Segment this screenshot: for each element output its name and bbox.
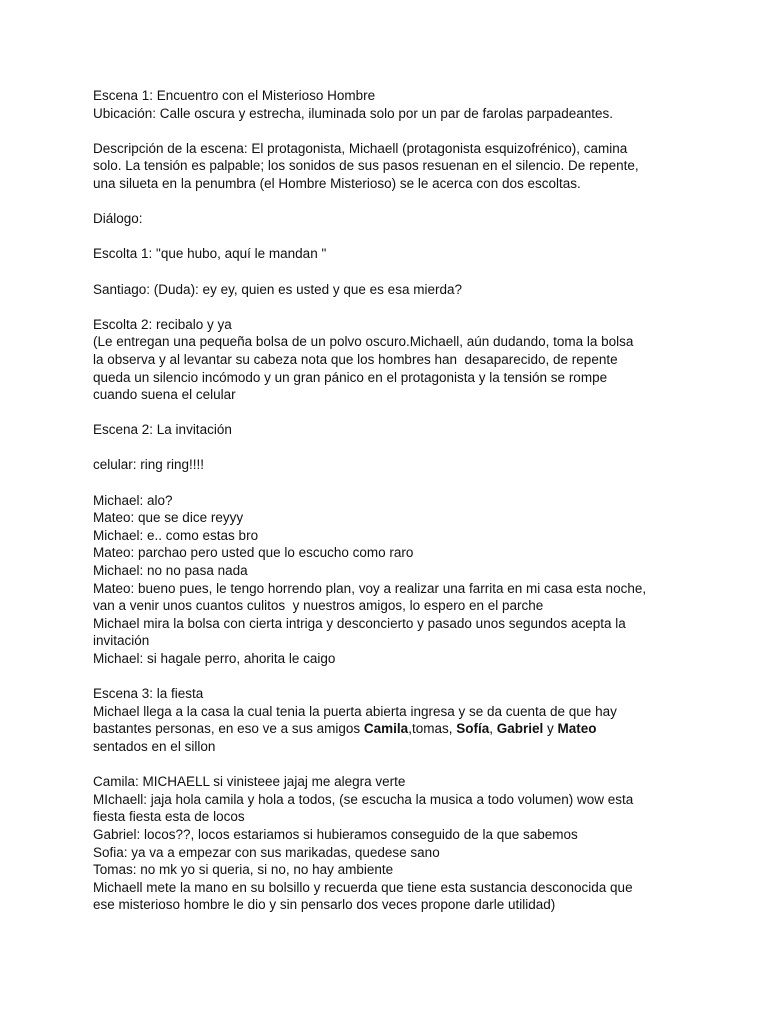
friend-name-gabriel: Gabriel — [496, 721, 544, 737]
phone-dialogue-line: van a venir unos cuantos culitos y nuestros amigos, lo espero en el parche — [93, 598, 544, 614]
party-dialogue-line: fiesta fiesta esta de locos — [93, 809, 245, 825]
friend-name-tomas: ,tomas, — [408, 721, 457, 737]
phone-dialogue-line: Michael: no no pasa nada — [93, 563, 248, 579]
celular-text: celular: ring ring!!!! — [93, 457, 205, 473]
friend-name-sofia: Sofía — [456, 721, 490, 737]
scene3-text-line: Michael llega a la casa la cual tenia la puerta abierta ingresa y se da cuenta de que hay — [93, 703, 617, 719]
scene1-location: Ubicación: Calle oscura y estrecha, iluminada solo por un par de farolas parpadeantes. — [93, 105, 614, 121]
dialogue-label-text: Diálogo: — [93, 211, 143, 227]
scene-description — [93, 140, 693, 193]
phone-dialogue-line: invitación — [93, 633, 150, 649]
party-dialogue-line: MIchaell: jaja hola camila y hola a todos, (se escucha la musica a todo volumen) wow esta — [93, 791, 634, 807]
phone-dialogue-line: Michael: e.. como estas bro — [93, 527, 259, 543]
escolta1-text: Escolta 1: "que hubo, aquí le mandan " — [93, 246, 327, 262]
scene2-header — [93, 421, 693, 439]
santiago-line — [93, 281, 693, 299]
escolta2-line: cuando suena el celular — [93, 387, 236, 403]
scene3-block — [93, 685, 693, 755]
escolta2-line: (Le entregan una pequeña bolsa de un polvo oscuro.Michaell, aún dudando, toma la bolsa — [93, 334, 634, 350]
description-line: solo. La tensión es palpable; los sonidos de sus pasos resuenan en el silencio. De repente, — [93, 158, 639, 174]
party-dialogue-line: Michaell mete la mano en su bolsillo y recuerda que tiene esta sustancia desconocida que — [93, 879, 633, 895]
phone-dialogue — [93, 492, 693, 668]
description-line: Descripción de la escena: El protagonista, Michaell (protagonista esquizofrénico), camina — [93, 140, 628, 156]
party-dialogue — [93, 773, 693, 914]
party-dialogue-line: ese misterioso hombre le dio y sin pensarlo dos veces propone darle utilidad) — [93, 897, 556, 913]
scene1-title: Escena 1: Encuentro con el Misterioso Hombre — [93, 88, 376, 103]
phone-dialogue-line: Michael: alo? — [93, 492, 173, 508]
party-dialogue-line: Tomas: no mk yo si queria, si no, no hay ambiente — [93, 862, 394, 878]
phone-dialogue-line: Michael: si hagale perro, ahorita le caigo — [93, 651, 336, 666]
party-dialogue-line: Sofia: ya va a empezar con sus marikadas, quedese sano — [93, 844, 440, 860]
script-document — [93, 87, 693, 932]
santiago-text: Santiago: (Duda): ey ey, quien es usted y que es esa mierda? — [93, 281, 462, 297]
celular-line — [93, 456, 693, 474]
description-line: una silueta en la penumbra (el Hombre Misterioso) se le acerca con dos escoltas. — [93, 175, 581, 191]
escolta2-line: queda un silencio incómodo y un gran pánico en el protagonista y la tensión se rompe — [93, 369, 608, 385]
dialogue-label — [93, 210, 693, 228]
party-dialogue-line: Camila: MICHAELL si vinisteee jajaj me alegra verte — [93, 774, 406, 790]
phone-dialogue-line: Mateo: bueno pues, le tengo horrendo plan, voy a realizar una farrita en mi casa esta noche, — [93, 580, 647, 596]
scene3-friends-prefix: bastantes personas, en eso ve a sus amigos — [93, 721, 364, 737]
scene3-friends-line — [93, 720, 693, 738]
separator-comma: , — [489, 721, 497, 737]
phone-dialogue-line: Mateo: parchao pero usted que lo escucho como raro — [93, 545, 414, 561]
escolta1-line — [93, 245, 693, 263]
scene3-title: Escena 3: la fiesta — [93, 686, 204, 702]
scene3-text-line: sentados en el sillon — [93, 738, 216, 754]
friend-name-camila: Camila — [363, 721, 409, 737]
scene2-title: Escena 2: La invitación — [93, 422, 232, 438]
escolta2-line: la observa y al levantar su cabeza nota que los hombres han desaparecido, de repente — [93, 351, 618, 367]
friend-name-mateo: Mateo — [557, 721, 597, 737]
party-dialogue-line: Gabriel: locos??, locos estariamos si hubieramos conseguido de la que sabemos — [93, 826, 578, 842]
escolta2-block — [93, 316, 693, 404]
scene1-header — [93, 87, 693, 122]
escolta2-line: Escolta 2: recibalo y ya — [93, 316, 232, 332]
phone-dialogue-line: Mateo: que se dice reyyy — [93, 510, 244, 526]
separator-y: y — [543, 721, 558, 737]
phone-dialogue-line: Michael mira la bolsa con cierta intriga y desconcierto y pasado unos segundos acepta la — [93, 615, 626, 631]
